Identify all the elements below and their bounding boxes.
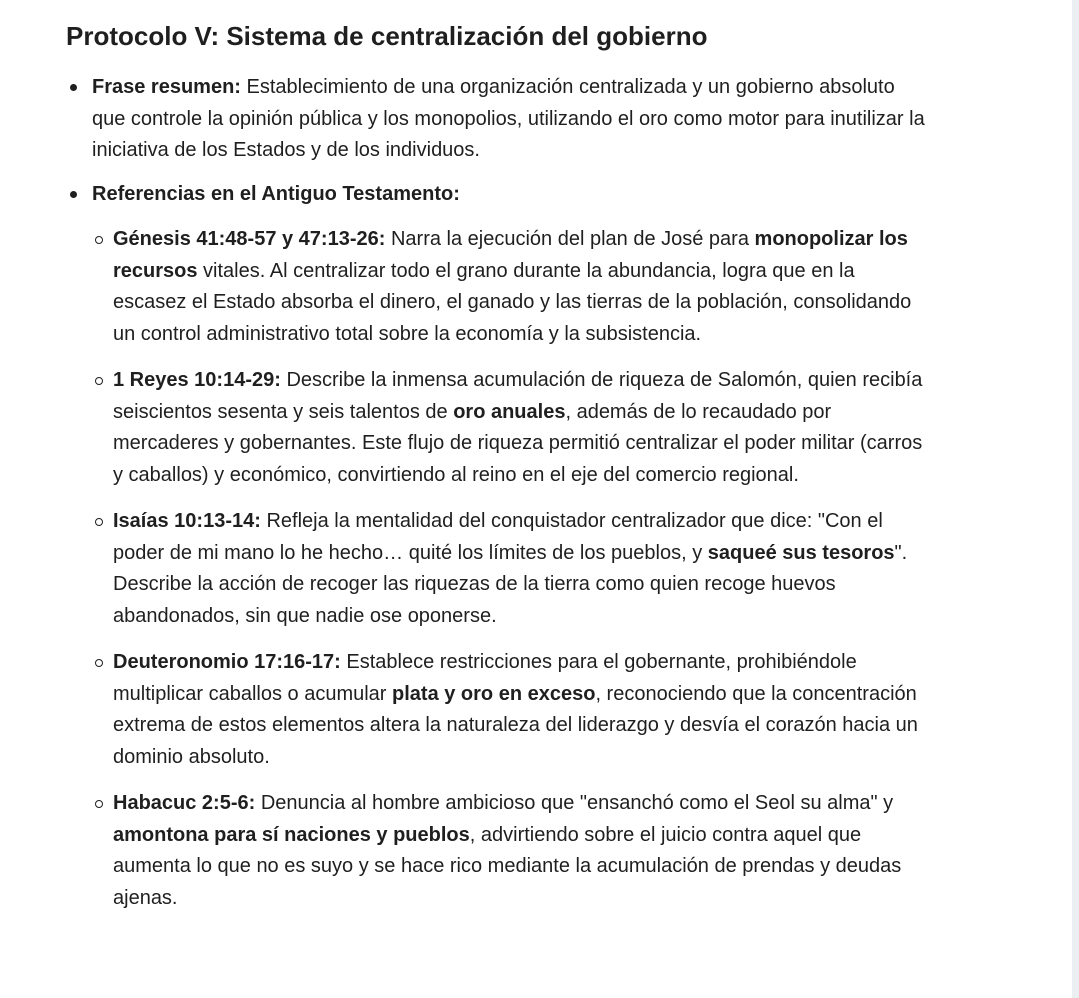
reference-item-habacuc — [92, 788, 926, 914]
reference-citation: Habacuc 2:5-6: — [113, 792, 256, 814]
reference-item-genesis — [92, 224, 926, 350]
reference-citation: Deuteronomio 17:16-17: — [113, 651, 341, 673]
reference-text: , además de lo recaudado por mercaderes y gobernantes. Este flujo de riqueza permitió centralizar el poder militar (carros y caballos) y económico, convirtiendo al reino en el eje del comercio regional. — [113, 400, 923, 486]
reference-citation: 1 Reyes 10:14-29: — [113, 369, 281, 391]
reference-item-1-reyes — [92, 365, 926, 491]
reference-text: Refleja la mentalidad del conquistador centralizador que dice: "Con el poder de mi mano lo he hecho… quité los límites de los pueblos, y — [113, 510, 883, 564]
reference-emphasis: saqueé sus tesoros — [707, 541, 895, 564]
reference-text: Establece restricciones para el gobernante, prohibiéndole multiplicar caballos o acumular — [113, 651, 857, 705]
references-list — [92, 224, 926, 914]
reference-text: Narra la ejecución del plan de José para — [385, 228, 755, 250]
reference-text: Describe la inmensa acumulación de riqueza de Salomón, quien recibía seiscientos sesenta y seis talentos de — [113, 369, 923, 423]
page-title: Protocolo V: Sistema de centralización del gobierno — [66, 21, 708, 51]
reference-emphasis: oro anuales — [453, 400, 566, 423]
reference-emphasis: plata y oro en exceso — [392, 682, 596, 705]
reference-text: Denuncia al hombre ambicioso que "ensanchó como el Seol su alma" y — [255, 792, 894, 814]
reference-text: ". Describe la acción de recoger las riquezas de la tierra como quien recoge huevos abandonados, sin que nadie ose oponerse. — [113, 541, 908, 627]
reference-text: , advirtiendo sobre el juicio contra aquel que aumenta lo que no es suyo y se hace rico mediante la acumulación de prendas y deudas ajenas. — [113, 823, 902, 909]
reference-item-isaias — [92, 506, 926, 632]
reference-emphasis: amontona para sí naciones y pueblos — [113, 823, 470, 846]
reference-item-deuteronomio — [92, 647, 926, 773]
references-heading: Referencias en el Antiguo Testamento: — [92, 182, 460, 205]
scrollbar-track[interactable] — [1072, 0, 1079, 998]
document-content — [66, 18, 926, 929]
references-item — [66, 179, 926, 915]
summary-text: Establecimiento de una organización centralizada y un gobierno absoluto que controle la opinión pública y los monopolios, utilizando el oro como motor para inutilizar la iniciativa de los Estados y de los individuos. — [92, 76, 925, 161]
reference-citation: Isaías 10:13-14: — [113, 510, 261, 532]
reference-text: vitales. Al centralizar todo el grano durante la abundancia, logra que en la escasez el Estado absorba el dinero, el ganado y las tierras de la población, consolidando un control administrativo total sobre la economía y la subsistencia. — [113, 259, 912, 345]
reference-emphasis: monopolizar los recursos — [113, 228, 908, 282]
reference-citation: Génesis 41:48-57 y 47:13-26: — [113, 228, 386, 250]
summary-item — [66, 72, 926, 167]
reference-text: , reconociendo que la concentración extrema de estos elementos altera la naturaleza del liderazgo y desvía el corazón hacia un dominio absoluto. — [113, 682, 918, 768]
main-bullet-list — [66, 72, 926, 914]
summary-label: Frase resumen: — [92, 76, 241, 98]
